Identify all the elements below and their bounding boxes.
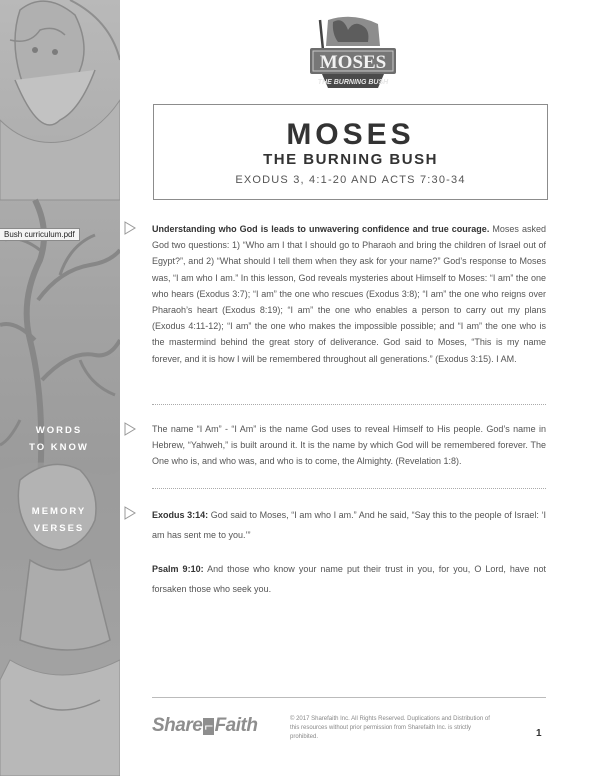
words-to-know-label: [0, 422, 118, 456]
verse2-reference: Psalm 9:10:: [152, 564, 204, 574]
brand-part2: Faith: [214, 715, 258, 736]
sharefaith-logo: [152, 715, 257, 737]
memory-verses-label: [0, 503, 118, 537]
page-subtitle: THE BURNING BUSH: [263, 151, 438, 168]
words-section-text: The name “I Am” - “I Am” is the name God uses to reveal Himself to His people. God’s name in Hebrew, “Yahweh,” is built around it. It is the name by which God will be remembered forever. The One who is, and who was, and who is to come, the Almighty. (Revelation 1:8).: [152, 424, 546, 467]
page-number: 1: [536, 728, 542, 739]
memory-verse-2: [152, 559, 546, 599]
god-section: [152, 221, 546, 367]
footer-divider: [152, 697, 546, 698]
memory-label-line1: MEMORY: [31, 506, 87, 517]
memory-label-line2: VERSES: [33, 523, 85, 534]
copyright-notice: © 2017 Sharefaith Inc. All Rights Reserved. Duplications and Distribution of this resources without prior permission from Sharefaith Inc. is strictly prohibited.: [290, 716, 490, 740]
title-box: [153, 104, 548, 200]
moses-illustration: [0, 0, 120, 776]
triangle-arrow-icon: [124, 506, 136, 520]
logo-subtitle: THE BURNING BUSH: [317, 79, 389, 86]
god-section-text: Moses asked God two questions: 1) “Who am I that I should go to Pharaoh and bring the children of Israel out of Egypt?”, and 2) “What should I tell them when they ask for your name?” God’s response to Moses was, “I am who I am.” In this lesson, God reveals mysteries about Himself to Moses: “I am” the one who hears (Exodus 3:7); “I am” the one who rescues (Exodus 3:8); “I am” the one who reigns over Pharaoh’s heart (Exodus 8:19); “I am” the one who enables a person to carry out my plans (Exodus 4:11-12); “I am” the one who makes the impossible possible; and “I am” the one who is the mastermind behind the great story of deliverance. God said to Moses, “This is my name forever, and it is how I will be remembered throughout all generations.” (Exodus 3:15). I AM.: [152, 224, 547, 364]
words-label-line2: TO KNOW: [29, 442, 89, 453]
scripture-reference: EXODUS 3, 4:1-20 AND ACTS 7:30-34: [235, 174, 466, 186]
brand-part1: Share: [152, 715, 203, 736]
verse1-text: God said to Moses, “I am who I am.” And he said, “Say this to the people of Israel: ‘I am has sent me to you.’”: [152, 510, 546, 540]
triangle-arrow-icon: [124, 422, 136, 436]
logo-title: MOSES: [319, 52, 387, 73]
page-title: MOSES: [286, 118, 415, 151]
words-label-line1: WORDS: [35, 425, 83, 436]
god-section-lead: Understanding who God is leads to unwavering confidence and true courage.: [152, 224, 490, 234]
verse2-text: And those who know your name put their trust in you, for you, O Lord, have not forsaken those who seek you.: [152, 564, 546, 594]
verse1-reference: Exodus 3:14:: [152, 510, 209, 520]
divider: [152, 488, 546, 489]
brand-box: ⌐: [204, 718, 213, 735]
words-section: [152, 421, 546, 470]
file-tab[interactable]: Bush curriculum.pdf: [0, 228, 80, 241]
triangle-arrow-icon: [124, 221, 136, 235]
sidebar: [0, 0, 120, 776]
divider: [152, 404, 546, 405]
moses-logo: [308, 16, 398, 100]
memory-verse-1: [152, 505, 546, 545]
